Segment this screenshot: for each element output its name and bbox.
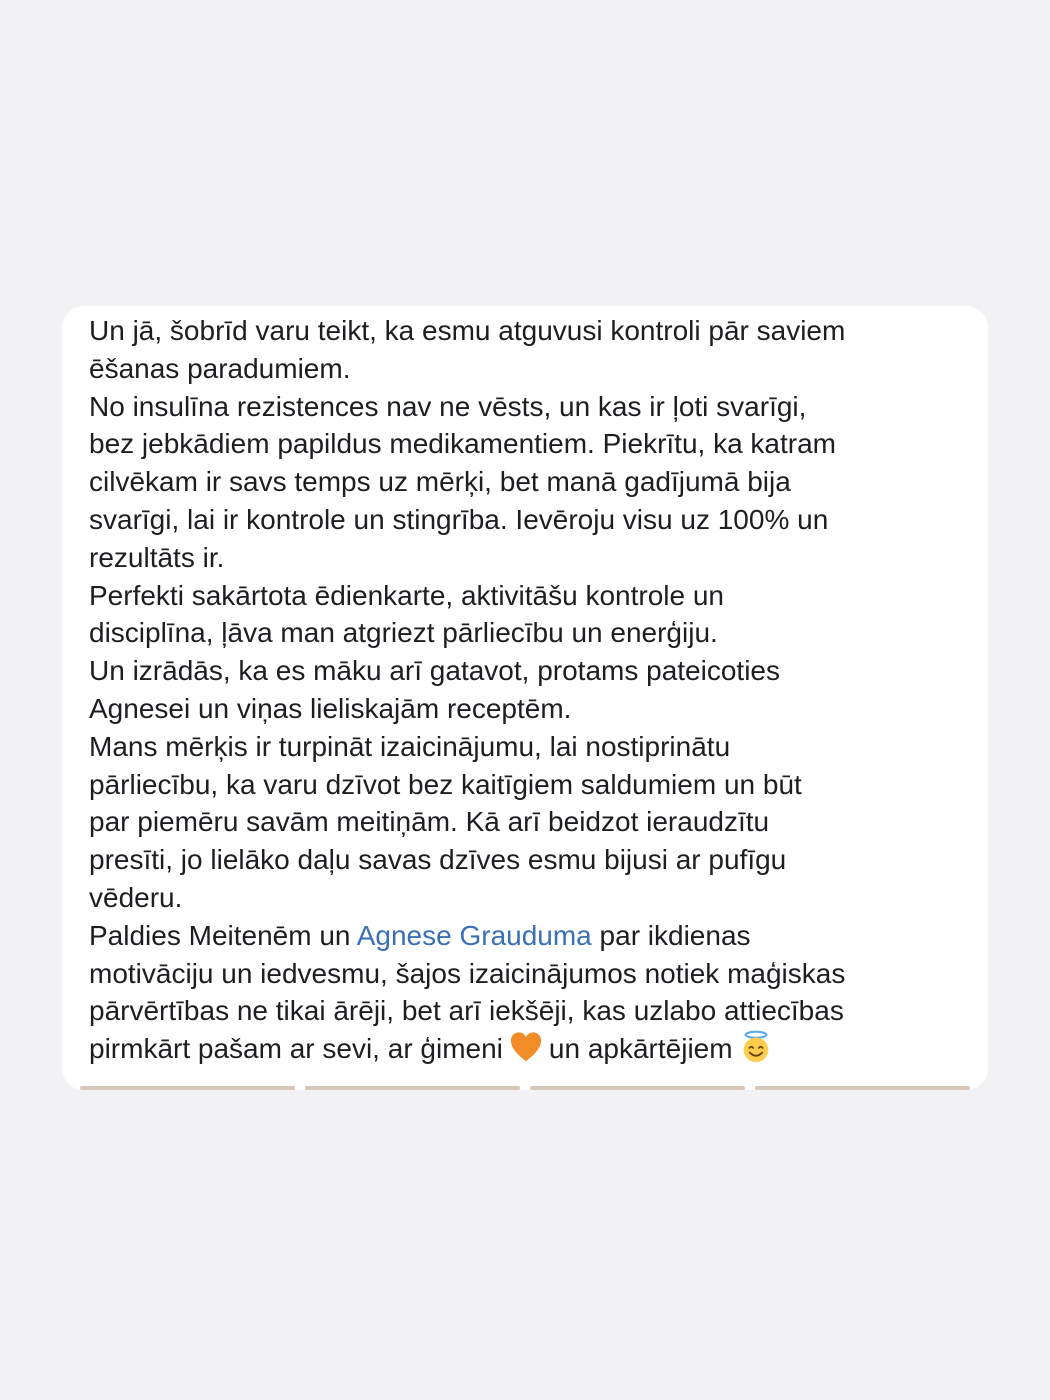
smiling-face-with-halo-icon bbox=[739, 1030, 773, 1064]
photo-thumbnail[interactable] bbox=[755, 1086, 970, 1090]
orange-heart-icon bbox=[509, 1030, 543, 1064]
photo-thumbnail[interactable] bbox=[530, 1086, 745, 1090]
post-line: Un jā, šobrīd varu teikt, ka esmu atguvusi kontroli pār saviem bbox=[89, 315, 846, 346]
photo-thumbnail[interactable] bbox=[80, 1086, 295, 1090]
post-line: par ikdienas bbox=[591, 919, 751, 951]
post-line: cilvēkam ir savs temps uz mērķi, bet manā gadījumā bija bbox=[89, 466, 791, 498]
post-line: pirmkārt pašam ar sevi, ar ģimeni bbox=[89, 1033, 503, 1065]
photo-thumbnail[interactable] bbox=[305, 1086, 520, 1090]
mention-link-agnese-grauduma[interactable]: Agnese Grauduma bbox=[356, 919, 592, 951]
post-line: Un izrādās, ka es māku arī gatavot, protams pateicoties bbox=[89, 655, 780, 687]
post-line: Agnesei un viņas lieliskajām receptēm. bbox=[89, 692, 572, 724]
post-line: ēšanas paradumiem. bbox=[89, 352, 351, 384]
post-line: svarīgi, lai ir kontrole un stingrība. Ievēroju visu uz 100% un bbox=[89, 503, 829, 535]
post-line: presīti, jo lielāko daļu savas dzīves esmu bijusi ar pufīgu bbox=[89, 844, 787, 876]
photo-strip bbox=[62, 1086, 988, 1090]
post-text bbox=[89, 312, 974, 1068]
post-line: pārvērtības ne tikai ārēji, bet arī iekšēji, kas uzlabo attiecības bbox=[89, 995, 844, 1027]
post-body bbox=[89, 312, 974, 1068]
post-line: No insulīna rezistences nav ne vēsts, un kas ir ļoti svarīgi, bbox=[89, 390, 807, 422]
post-line: disciplīna, ļāva man atgriezt pārliecību un enerģiju. bbox=[89, 617, 718, 649]
post-line: Paldies Meitenēm un bbox=[89, 919, 357, 951]
post-line: vēderu. bbox=[89, 881, 183, 913]
post-line: un apkārtējiem bbox=[548, 1033, 733, 1065]
post-line: rezultāts ir. bbox=[89, 541, 225, 573]
post-line: pārliecību, ka varu dzīvot bez kaitīgiem saldumiem un būt bbox=[89, 768, 802, 800]
post-line: Perfekti sakārtota ēdienkarte, aktivitāšu kontrole un bbox=[89, 579, 725, 611]
post-line: par piemēru savām meitiņām. Kā arī beidzot ieraudzītu bbox=[89, 806, 770, 838]
post-line: bez jebkādiem papildus medikamentiem. Piekrītu, ka katram bbox=[89, 428, 837, 460]
post-line: motivāciju un iedvesmu, šajos izaicinājumos notiek maģiskas bbox=[89, 957, 846, 989]
post-line: Mans mērķis ir turpināt izaicinājumu, lai nostiprinātu bbox=[89, 730, 731, 762]
post-card bbox=[62, 306, 988, 1090]
